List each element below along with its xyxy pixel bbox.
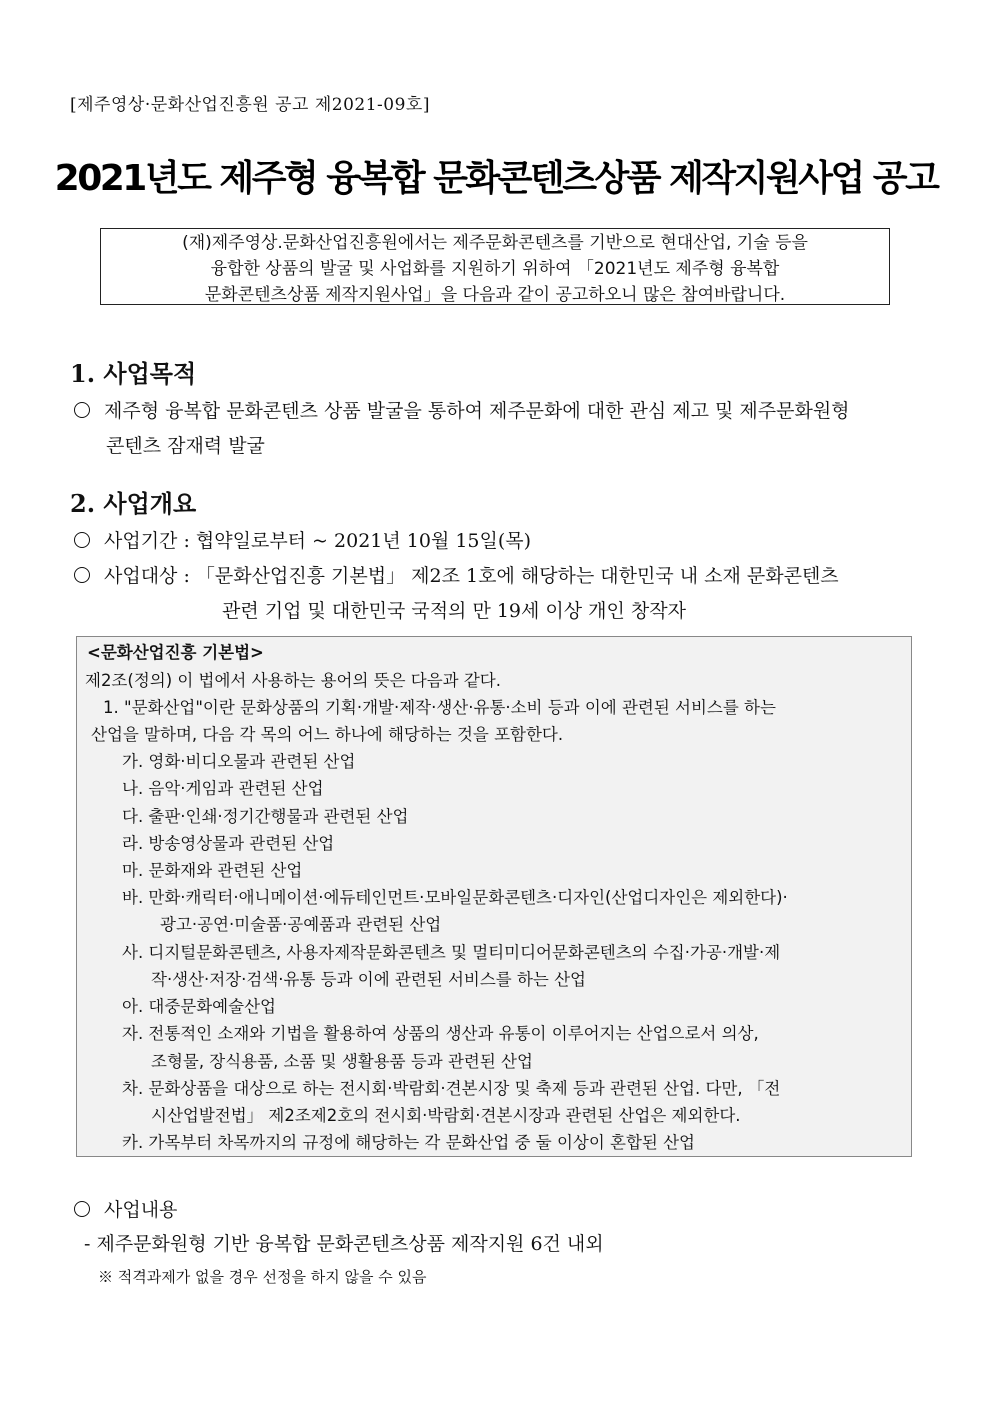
section-heading-overview: 2. 사업개요 bbox=[70, 489, 197, 518]
law-item: 차. 문화상품을 대상으로 하는 전시회·박람회·견본시장 및 축제 등과 관련된 산업. 다만, 「전 bbox=[122, 1079, 781, 1098]
section-heading-purpose: 1. 사업목적 bbox=[70, 359, 197, 388]
law-item: 나. 음악·게임과 관련된 산업 bbox=[122, 779, 324, 798]
law-item: 마. 문화재와 관련된 산업 bbox=[122, 861, 303, 880]
intro-box bbox=[100, 228, 890, 305]
circle-bullet-icon bbox=[74, 1201, 90, 1217]
law-item-cont: 작·생산·저장·검색·유통 등과 이에 관련된 서비스를 하는 산업 bbox=[151, 970, 586, 989]
law-item: 바. 만화·캐릭터·애니메이션·에듀테인먼트·모바일문화콘텐츠·디자인(산업디자인은 제외한다)· bbox=[122, 888, 788, 907]
period-text: 사업기간 : 협약일로부터 ~ 2021년 10월 15일(목) bbox=[104, 530, 532, 552]
purpose-bullet bbox=[74, 396, 850, 423]
law-item-cont: 광고·공연·미술품·공예품과 관련된 산업 bbox=[160, 915, 442, 934]
content-note: ※ 적격과제가 없을 경우 선정을 하지 않을 수 있음 bbox=[98, 1268, 427, 1286]
purpose-text-cont: 콘텐츠 잠재력 발굴 bbox=[106, 435, 265, 457]
circle-bullet-icon bbox=[74, 532, 90, 548]
law-definition-cont: 산업을 말하며, 다음 각 목의 어느 하나에 해당하는 것을 포함한다. bbox=[91, 725, 564, 744]
purpose-text: 제주형 융복합 문화콘텐츠 상품 발굴을 통하여 제주문화에 대한 관심 제고 및 제주문화원형 bbox=[104, 400, 850, 422]
intro-line: 융합한 상품의 발굴 및 사업화를 지원하기 위하여 「2021년도 제주형 융복합 bbox=[210, 259, 780, 279]
content-item: - 제주문화원형 기반 융복합 문화콘텐츠상품 제작지원 6건 내외 bbox=[84, 1233, 604, 1255]
law-item-cont: 시산업발전법」 제2조제2호의 전시회·박람회·견본시장과 관련된 산업은 제외한다. bbox=[151, 1106, 741, 1125]
target-bullet bbox=[74, 561, 839, 588]
page-title: 2021년도 제주형 융복합 문화콘텐츠상품 제작지원사업 공고 bbox=[54, 158, 938, 199]
law-excerpt-box bbox=[76, 636, 912, 1157]
law-item: 아. 대중문화예술산업 bbox=[122, 997, 276, 1016]
law-item: 카. 가목부터 차목까지의 규정에 해당하는 각 문화산업 중 둘 이상이 혼합된 산업 bbox=[122, 1133, 695, 1152]
law-definition: 1. "문화산업"이란 문화상품의 기획·개발·제작·생산·유통·소비 등과 이에 관련된 서비스를 하는 bbox=[103, 698, 776, 717]
circle-bullet-icon bbox=[74, 402, 90, 418]
circle-bullet-icon bbox=[74, 567, 90, 583]
law-item: 사. 디지털문화콘텐츠, 사용자제작문화콘텐츠 및 멀티미디어문화콘텐츠의 수집·가공·개발·제 bbox=[122, 943, 781, 962]
law-item: 가. 영화·비디오물과 관련된 산업 bbox=[122, 752, 356, 771]
period-bullet bbox=[74, 526, 531, 553]
law-article: 제2조(정의) 이 법에서 사용하는 용어의 뜻은 다음과 같다. bbox=[85, 671, 501, 690]
content-bullet bbox=[74, 1195, 177, 1222]
content-heading: 사업내용 bbox=[104, 1199, 178, 1221]
target-text-cont: 관련 기업 및 대한민국 국적의 만 19세 이상 개인 창작자 bbox=[222, 600, 686, 622]
intro-line: (재)제주영상.문화산업진흥원에서는 제주문화콘텐츠를 기반으로 현대산업, 기술 등을 bbox=[182, 233, 808, 253]
law-title: <문화산업진흥 기본법> bbox=[87, 643, 264, 662]
law-item: 자. 전통적인 소재와 기법을 활용하여 상품의 생산과 유통이 이루어지는 산업으로서 의상, bbox=[122, 1024, 759, 1043]
law-item-cont: 조형물, 장식용품, 소품 및 생활용품 등과 관련된 산업 bbox=[151, 1052, 533, 1071]
notice-reference: [제주영상·문화산업진흥원 공고 제2021-09호] bbox=[70, 95, 430, 115]
law-item: 라. 방송영상물과 관련된 산업 bbox=[122, 834, 335, 853]
intro-line: 문화콘텐츠상품 제작지원사업」을 다음과 같이 공고하오니 많은 참여바랍니다. bbox=[204, 285, 786, 305]
target-text: 사업대상 : 「문화산업진흥 기본법」 제2조 1호에 해당하는 대한민국 내 소재 문화콘텐츠 bbox=[104, 565, 839, 587]
law-item: 다. 출판·인쇄·정기간행물과 관련된 산업 bbox=[122, 807, 409, 826]
